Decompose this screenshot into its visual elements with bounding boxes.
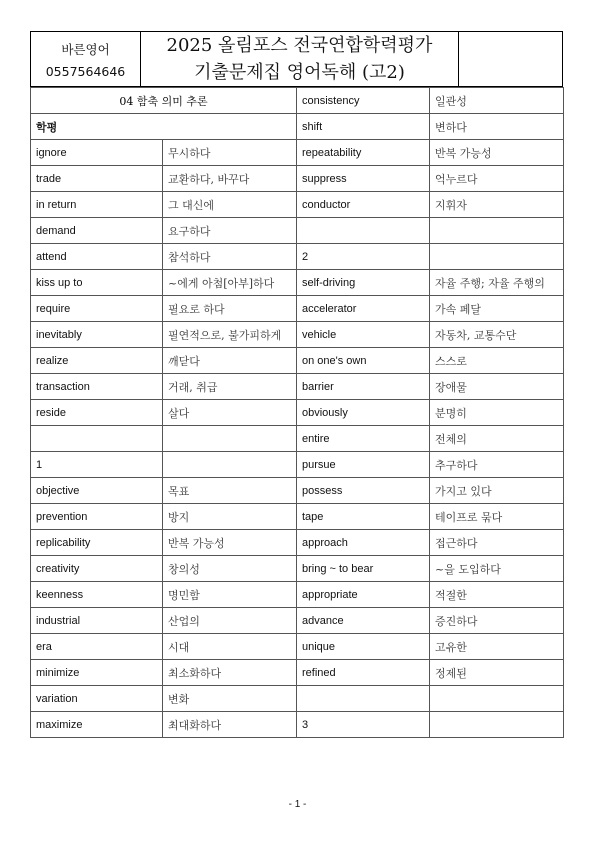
right-meaning-cell: 접근하다 xyxy=(430,530,564,556)
table-row xyxy=(31,556,564,582)
right-meaning-cell: 고유한 xyxy=(430,634,564,660)
left-meaning-cell: 거래, 취급 xyxy=(163,374,297,400)
right-word-cell: tape xyxy=(297,504,430,530)
right-meaning-cell xyxy=(430,686,564,712)
left-word-cell: replicability xyxy=(31,530,163,556)
left-word-cell: transaction xyxy=(31,374,163,400)
left-word-cell: ignore xyxy=(31,140,163,166)
table-row xyxy=(31,582,564,608)
document-header xyxy=(30,31,563,87)
section-subtitle: 학평 xyxy=(31,114,297,140)
table-row xyxy=(31,608,564,634)
right-word-cell: obviously xyxy=(297,400,430,426)
table-row xyxy=(31,426,564,452)
left-word-cell: maximize xyxy=(31,712,163,738)
table-row xyxy=(31,504,564,530)
left-word-cell: prevention xyxy=(31,504,163,530)
right-word-cell: advance xyxy=(297,608,430,634)
right-word-cell: conductor xyxy=(297,192,430,218)
left-meaning-cell: 깨닫다 xyxy=(163,348,297,374)
table-row xyxy=(31,244,564,270)
left-meaning-cell: 명민함 xyxy=(163,582,297,608)
right-meaning-cell: 가지고 있다 xyxy=(430,478,564,504)
document-title xyxy=(141,32,458,86)
title-line-1: 2025 올림포스 전국연합학력평가 xyxy=(166,35,433,56)
right-meaning-cell: 정제된 xyxy=(430,660,564,686)
left-meaning-cell: 목표 xyxy=(163,478,297,504)
table-row xyxy=(31,166,564,192)
table-row xyxy=(31,400,564,426)
right-meaning-cell xyxy=(430,712,564,738)
right-word-cell: possess xyxy=(297,478,430,504)
left-meaning-cell xyxy=(163,426,297,452)
table-row xyxy=(31,218,564,244)
right-word-cell xyxy=(297,686,430,712)
right-word-cell: shift xyxy=(297,114,430,140)
table-row xyxy=(31,348,564,374)
left-meaning-cell: 산업의 xyxy=(163,608,297,634)
right-meaning-cell: 스스로 xyxy=(430,348,564,374)
right-word-cell: approach xyxy=(297,530,430,556)
right-word-cell: bring ~ to bear xyxy=(297,556,430,582)
left-word-cell: trade xyxy=(31,166,163,192)
left-word-cell: objective xyxy=(31,478,163,504)
title-line-2: 기출문제집 영어독해 (고2) xyxy=(194,62,405,83)
left-meaning-cell: ~에게 아첨[아부]하다 xyxy=(163,270,297,296)
right-meaning-cell xyxy=(430,218,564,244)
right-meaning-cell xyxy=(430,244,564,270)
right-word-cell xyxy=(297,218,430,244)
right-word-cell: barrier xyxy=(297,374,430,400)
right-word-cell: self-driving xyxy=(297,270,430,296)
left-word-cell: reside xyxy=(31,400,163,426)
right-meaning-cell: 변하다 xyxy=(430,114,564,140)
left-word-cell: era xyxy=(31,634,163,660)
right-meaning-cell: 가속 페달 xyxy=(430,296,564,322)
right-meaning-cell: 자동차, 교통수단 xyxy=(430,322,564,348)
table-row xyxy=(31,322,564,348)
left-meaning-cell xyxy=(163,452,297,478)
right-word-cell: unique xyxy=(297,634,430,660)
table-row xyxy=(31,192,564,218)
left-word-cell: variation xyxy=(31,686,163,712)
left-word-cell xyxy=(31,426,163,452)
left-word-cell: kiss up to xyxy=(31,270,163,296)
left-word-cell: realize xyxy=(31,348,163,374)
academy-info xyxy=(31,32,141,86)
page-number: - 1 - xyxy=(288,799,307,810)
right-word-cell: suppress xyxy=(297,166,430,192)
right-meaning-cell: 테이프로 묶다 xyxy=(430,504,564,530)
left-word-cell: in return xyxy=(31,192,163,218)
right-word-cell: vehicle xyxy=(297,322,430,348)
right-meaning-cell: 분명히 xyxy=(430,400,564,426)
right-meaning-cell: 억누르다 xyxy=(430,166,564,192)
right-word-cell: appropriate xyxy=(297,582,430,608)
academy-name: 바른영어 xyxy=(61,41,110,57)
left-meaning-cell: 교환하다, 바꾸다 xyxy=(163,166,297,192)
left-meaning-cell: 그 대신에 xyxy=(163,192,297,218)
table-row xyxy=(31,686,564,712)
left-meaning-cell: 반복 가능성 xyxy=(163,530,297,556)
left-meaning-cell: 필요로 하다 xyxy=(163,296,297,322)
right-meaning-cell: 일관성 xyxy=(430,88,564,114)
table-row xyxy=(31,660,564,686)
right-word-cell: accelerator xyxy=(297,296,430,322)
right-meaning-cell: 장애물 xyxy=(430,374,564,400)
table-row xyxy=(31,712,564,738)
right-meaning-cell: 자율 주행; 자율 주행의 xyxy=(430,270,564,296)
left-meaning-cell: 최대화하다 xyxy=(163,712,297,738)
right-word-cell: 2 xyxy=(297,244,430,270)
left-meaning-cell: 살다 xyxy=(163,400,297,426)
table-row xyxy=(31,530,564,556)
right-meaning-cell: 추구하다 xyxy=(430,452,564,478)
left-word-cell: require xyxy=(31,296,163,322)
table-row xyxy=(31,478,564,504)
left-meaning-cell: 창의성 xyxy=(163,556,297,582)
left-word-cell: minimize xyxy=(31,660,163,686)
section-title: 04 함축 의미 추론 xyxy=(31,88,297,114)
left-meaning-cell: 시대 xyxy=(163,634,297,660)
right-word-cell: refined xyxy=(297,660,430,686)
left-meaning-cell: 변화 xyxy=(163,686,297,712)
academy-phone: 0557564646 xyxy=(45,63,126,79)
left-word-cell: creativity xyxy=(31,556,163,582)
right-meaning-cell: 증진하다 xyxy=(430,608,564,634)
table-row xyxy=(31,88,564,114)
left-meaning-cell: 필연적으로, 불가피하게 xyxy=(163,322,297,348)
left-meaning-cell: 방지 xyxy=(163,504,297,530)
right-meaning-cell: 반복 가능성 xyxy=(430,140,564,166)
left-word-cell: keenness xyxy=(31,582,163,608)
right-meaning-cell: 전체의 xyxy=(430,426,564,452)
right-word-cell: pursue xyxy=(297,452,430,478)
left-word-cell: attend xyxy=(31,244,163,270)
table-row xyxy=(31,374,564,400)
table-row xyxy=(31,452,564,478)
left-word-cell: demand xyxy=(31,218,163,244)
table-row xyxy=(31,270,564,296)
right-word-cell: consistency xyxy=(297,88,430,114)
vocabulary-table xyxy=(30,87,564,738)
left-meaning-cell: 무시하다 xyxy=(163,140,297,166)
table-row xyxy=(31,140,564,166)
left-word-cell: inevitably xyxy=(31,322,163,348)
right-word-cell: repeatability xyxy=(297,140,430,166)
left-meaning-cell: 참석하다 xyxy=(163,244,297,270)
table-row xyxy=(31,114,564,140)
right-meaning-cell: ~을 도입하다 xyxy=(430,556,564,582)
right-word-cell: 3 xyxy=(297,712,430,738)
left-meaning-cell: 요구하다 xyxy=(163,218,297,244)
right-word-cell: entire xyxy=(297,426,430,452)
table-row xyxy=(31,296,564,322)
left-meaning-cell: 최소화하다 xyxy=(163,660,297,686)
right-meaning-cell: 지휘자 xyxy=(430,192,564,218)
right-word-cell: on one's own xyxy=(297,348,430,374)
header-blank-cell xyxy=(458,32,562,86)
left-word-cell: industrial xyxy=(31,608,163,634)
left-word-cell: 1 xyxy=(31,452,163,478)
right-meaning-cell: 적절한 xyxy=(430,582,564,608)
table-row xyxy=(31,634,564,660)
